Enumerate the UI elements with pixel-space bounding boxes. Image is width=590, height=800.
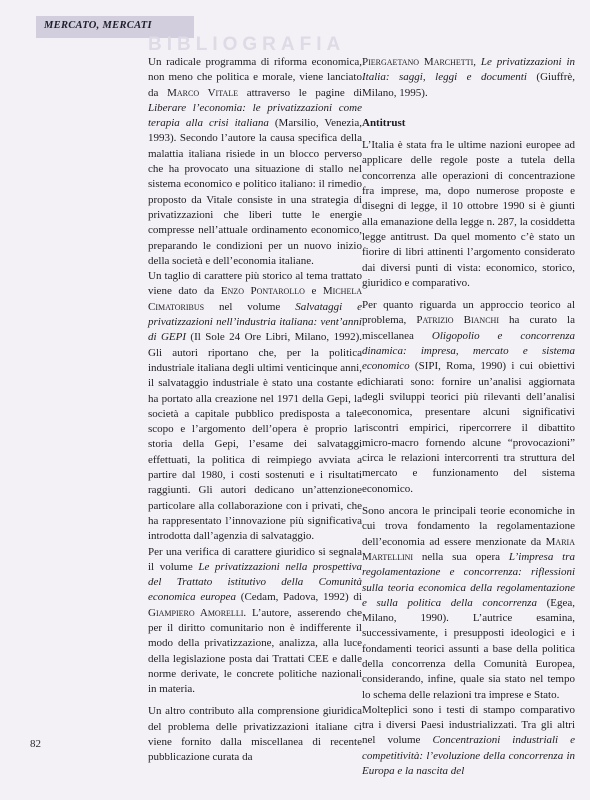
author-name: Maria Martellini: [362, 535, 575, 563]
paragraph-marchetti-continuation: [362, 55, 575, 101]
paragraph-bianchi: [362, 298, 575, 497]
left-column: [148, 55, 362, 766]
paragraph-giuridico: [148, 704, 362, 765]
book-title: Le privatizzazioni nella prospettiva del Trattato istitutivo della Comunità economica europea: [148, 560, 363, 604]
text-run: ,: [473, 56, 481, 68]
text-run: Per quanto riguarda un approccio teorico al problema,: [362, 299, 575, 327]
text-run: ha curato la miscellanea: [362, 314, 575, 342]
paragraph-martellini: [362, 504, 575, 703]
text-run: L’Italia è stata fra le ultime nazioni europee ad applicare delle regole poste a tutela della concorrenza alle operazioni di concentrazione fra imprese, ma, dopo numerose proposte e disegni di legge, il 10 ottobre 1990 si è giunti alla emanazione della legge n. 287, la cosiddetta legge antitrust. Da quel momento c’è stato un fiorire di libri attinenti l’argomento considerato dai diversi punti di vista: economico, storico, giuridico e comparativo.: [362, 139, 575, 289]
author-name: Michela Cimatoribus: [148, 285, 362, 313]
author-name: Giampiero Amorelli: [148, 606, 244, 619]
text-run: Molteplici sono i testi di stampo comparativo tra i diversi Paesi industrializzati. Tra gli altri nel volume: [362, 703, 575, 747]
paragraph-pontarollo: [148, 269, 362, 544]
text-run: Un altro contributo alla comprensione giuridica del problema delle privatizzazioni italiane ci viene fornito dalla miscellanea di recente pubblicazione curata da: [148, 705, 362, 764]
text-run: Un radicale programma di riforma economica, non meno che politica e morale, viene lanciato da: [148, 56, 362, 99]
text-run: nel volume: [204, 300, 296, 313]
paragraph-vitale: [148, 55, 362, 269]
book-title: Concentrazioni industriali e competitività: l’evoluzione della concorrenza in Europa e la nascita del: [362, 734, 575, 778]
text-run: Un taglio di carattere più storico al tema trattato viene dato da: [148, 270, 362, 298]
section-label: MERCATO, MERCATI: [44, 20, 152, 31]
text-run: (Il Sole 24 Ore Libri, Milano, 1992). Gli autori riportano che, per la politica industriale italiana degli ultimi venticinque anni, il salvataggio industriale è stato una costante e ha portato alla creazione nel 1971 della Gepi, la società a capitale pubblico predisposta a tale scopo e l’argomento dell’opera è proprio la storia della Gepi, l’esame dei salvataggi effettuati, la politica di reimpiego avviata a partire dal 1980, i costi sostenuti e i risultati raggiunti. Gli autori dedicano un’attenzione particolare alla collaborazione con i privati, che ha rappresentato l’innovazione più significativa introdotta dall’agenzia di salvataggio.: [148, 331, 362, 543]
book-title: Salvataggi e privatizzazioni nell’industria italiana: vent’anni di GEPI: [148, 300, 363, 344]
bibliografia-watermark: BIBLIOGRAFIA: [148, 34, 346, 55]
text-run: (Marsilio, Venezia, 1993). Secondo l’autore la causa specifica della malattia italiana risiede in un blocco perverso che ha provocato una situazione di stallo nel sistema economico e politico italiano: il rimedio proposto da Vitale consiste in una strategia di privatizzazioni che liberi tutte le energie compresse nell’attuale ordinamento economico, preparando le condizioni per un nuovo inizio della società e dell’economia italiane.: [148, 117, 362, 267]
text-run: Sono ancora le principali teorie economiche in cui trova fondamento la regolamentazione dell’economia ad essere menzionate da: [362, 505, 575, 548]
text-run: attraverso le pagine di: [238, 86, 362, 99]
paragraph-amorelli: [148, 545, 362, 698]
paragraph-legge-antitrust: [362, 138, 575, 291]
paragraph-comparativo: [362, 703, 575, 779]
author-name: Marco Vitale: [167, 86, 239, 99]
text-run: e: [304, 285, 323, 298]
book-title: Oligopolio e concorrenza dinamica: impresa, mercato e sistema economico: [362, 329, 575, 373]
text-run: (Egea, Milano, 1990). L’autrice esamina, successivamente, i presupposti ideologici e i fondamenti teorici assunti a base della politica della concorrenza della Comunità Europea, considerando, infine, quale sia stato nel tempo lo schema delle relazioni tra imprese e Stato.: [362, 596, 575, 701]
text-run: (SIPI, Roma, 1990) i cui obiettivi dichiarati sono: fornire un’analisi aggiornata degli sviluppi teorici più rilevanti dell’analisi economica, presentare alcuni significativi riscontri empirici, ripercorrere il dibattito micro-macro fornendo alcune “provocazioni” circa le relazioni intercorrenti tra struttura del mercato e funzionamento del sistema economico.: [362, 360, 575, 495]
book-title: Le privatizzazioni in Italia: saggi, leggi e documenti: [362, 56, 576, 84]
text-run: nella sua opera: [413, 550, 509, 563]
author-name: Piergaetano Marchetti: [362, 56, 474, 68]
text-run: (Cedam, Padova, 1992) di: [236, 591, 362, 604]
author-name: Patrizio Bianchi: [416, 314, 499, 327]
text-run: . L’autore, asserendo che per il diritto comunitario non è indifferente il modo della privatizzazione, analizza, alla luce della legislazione posta dai Trattati CEE e dalle norme derivate, le concrete politiche nazionali in materia.: [148, 606, 362, 696]
page-number: 82: [30, 738, 41, 750]
book-title: Liberare l’economia: le privatizzazioni come terapia alla crisi italiana: [148, 101, 362, 130]
author-name: Enzo Pontarollo: [220, 285, 305, 298]
book-title: L’impresa tra regolamentazione e concorrenza: riflessioni sulla teoria economica della regolamentazione e sulla politica della concorrenza: [362, 550, 576, 609]
section-title-antitrust: Antitrust: [362, 116, 406, 129]
text-run: Per una verifica di carattere giuridico si segnala il volume: [148, 545, 362, 573]
right-column: [362, 55, 575, 779]
text-run: (Giuffrè, Milano, 1995).: [362, 71, 576, 99]
